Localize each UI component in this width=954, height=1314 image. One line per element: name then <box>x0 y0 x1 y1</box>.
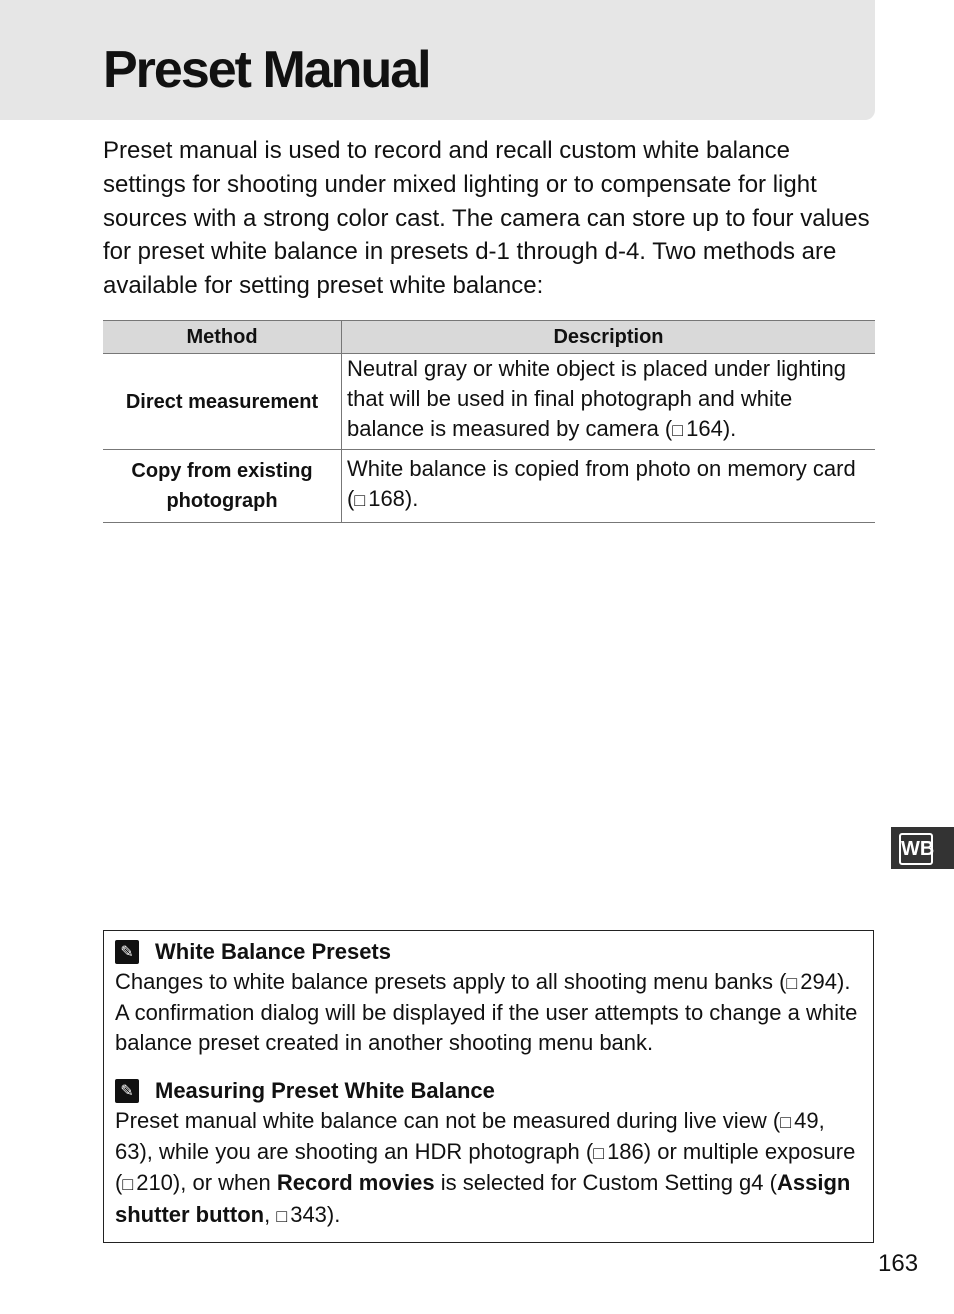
description-end: ). <box>404 485 419 511</box>
description-column-header: Description <box>342 321 876 354</box>
menu-item-name: Record movies <box>276 1170 435 1196</box>
note-body <box>115 1106 865 1231</box>
setting-name: Assign shutter button <box>115 1170 851 1227</box>
pencil-icon: ✎ <box>115 1079 139 1103</box>
pencil-icon: ✎ <box>115 940 139 964</box>
note-text: ). A confirmation dialog will be displayed if the user attempts to change a white balance preset created in another shooting menu bank. <box>115 969 858 1056</box>
note-text: ), or when <box>172 1170 277 1196</box>
description-end: ). <box>722 416 737 441</box>
book-reference-icon <box>354 486 368 511</box>
method-column-header: Method <box>103 321 342 354</box>
methods-table <box>103 320 875 523</box>
page-ref: 186 <box>607 1139 644 1165</box>
table-header-row <box>103 321 875 354</box>
book-reference-icon <box>593 1139 607 1164</box>
note-text: Preset manual white balance can not be measured during live view ( <box>115 1108 781 1133</box>
note-text: ) or multiple exposure ( <box>115 1139 856 1196</box>
notes-box <box>103 930 874 1243</box>
table-row <box>103 450 875 523</box>
note-text: ). <box>326 1201 341 1227</box>
section-tab <box>891 827 954 869</box>
book-reference-icon <box>672 416 686 441</box>
book-reference-icon <box>122 1170 136 1195</box>
method-cell: Copy from existing photograph <box>103 450 342 523</box>
note-text: is selected for Custom Setting g4 ( <box>434 1170 777 1196</box>
page-title: Preset Manual <box>103 41 430 99</box>
book-reference-icon <box>786 969 800 994</box>
page-ref: 168 <box>368 485 405 511</box>
description-cell <box>342 450 876 523</box>
note-text: , <box>264 1201 277 1227</box>
page-ref: 343 <box>290 1201 327 1227</box>
page-ref: 210 <box>136 1170 173 1196</box>
method-cell: Direct measurement <box>103 354 342 450</box>
note-title: White Balance Presets <box>155 939 391 964</box>
intro-paragraph: Preset manual is used to record and recall custom white balance settings for shooting under mixed lighting or to compensate for light sources with a strong color cast. The camera can store up to four values for preset white balance in presets d-1 through d-4. Two methods are available for setting preset white balance: <box>103 137 870 300</box>
white-balance-icon: WB <box>899 833 933 865</box>
description-cell <box>342 354 876 450</box>
note-heading <box>115 1076 865 1106</box>
page-number: 163 <box>878 1250 919 1277</box>
note-heading <box>115 937 865 967</box>
page-ref: 49, 63 <box>115 1108 825 1165</box>
note-measuring-preset-white-balance <box>115 1076 865 1231</box>
page-ref: 294 <box>800 969 838 994</box>
page-ref: 164 <box>686 416 723 441</box>
note-text: Changes to white balance presets apply to all shooting menu banks ( <box>115 969 787 994</box>
book-reference-icon <box>276 1202 290 1227</box>
book-reference-icon <box>780 1108 794 1133</box>
note-title: Measuring Preset White Balance <box>155 1078 495 1103</box>
note-text: ), while you are shooting an HDR photograph ( <box>139 1139 594 1165</box>
note-white-balance-presets <box>115 937 865 1059</box>
description-text: Neutral gray or white object is placed under lighting that will be used in final photograph and white balance is measured by camera ( <box>347 356 846 441</box>
table-row <box>103 354 875 450</box>
note-body <box>115 967 865 1059</box>
description-text: White balance is copied from photo on memory card ( <box>347 455 856 511</box>
